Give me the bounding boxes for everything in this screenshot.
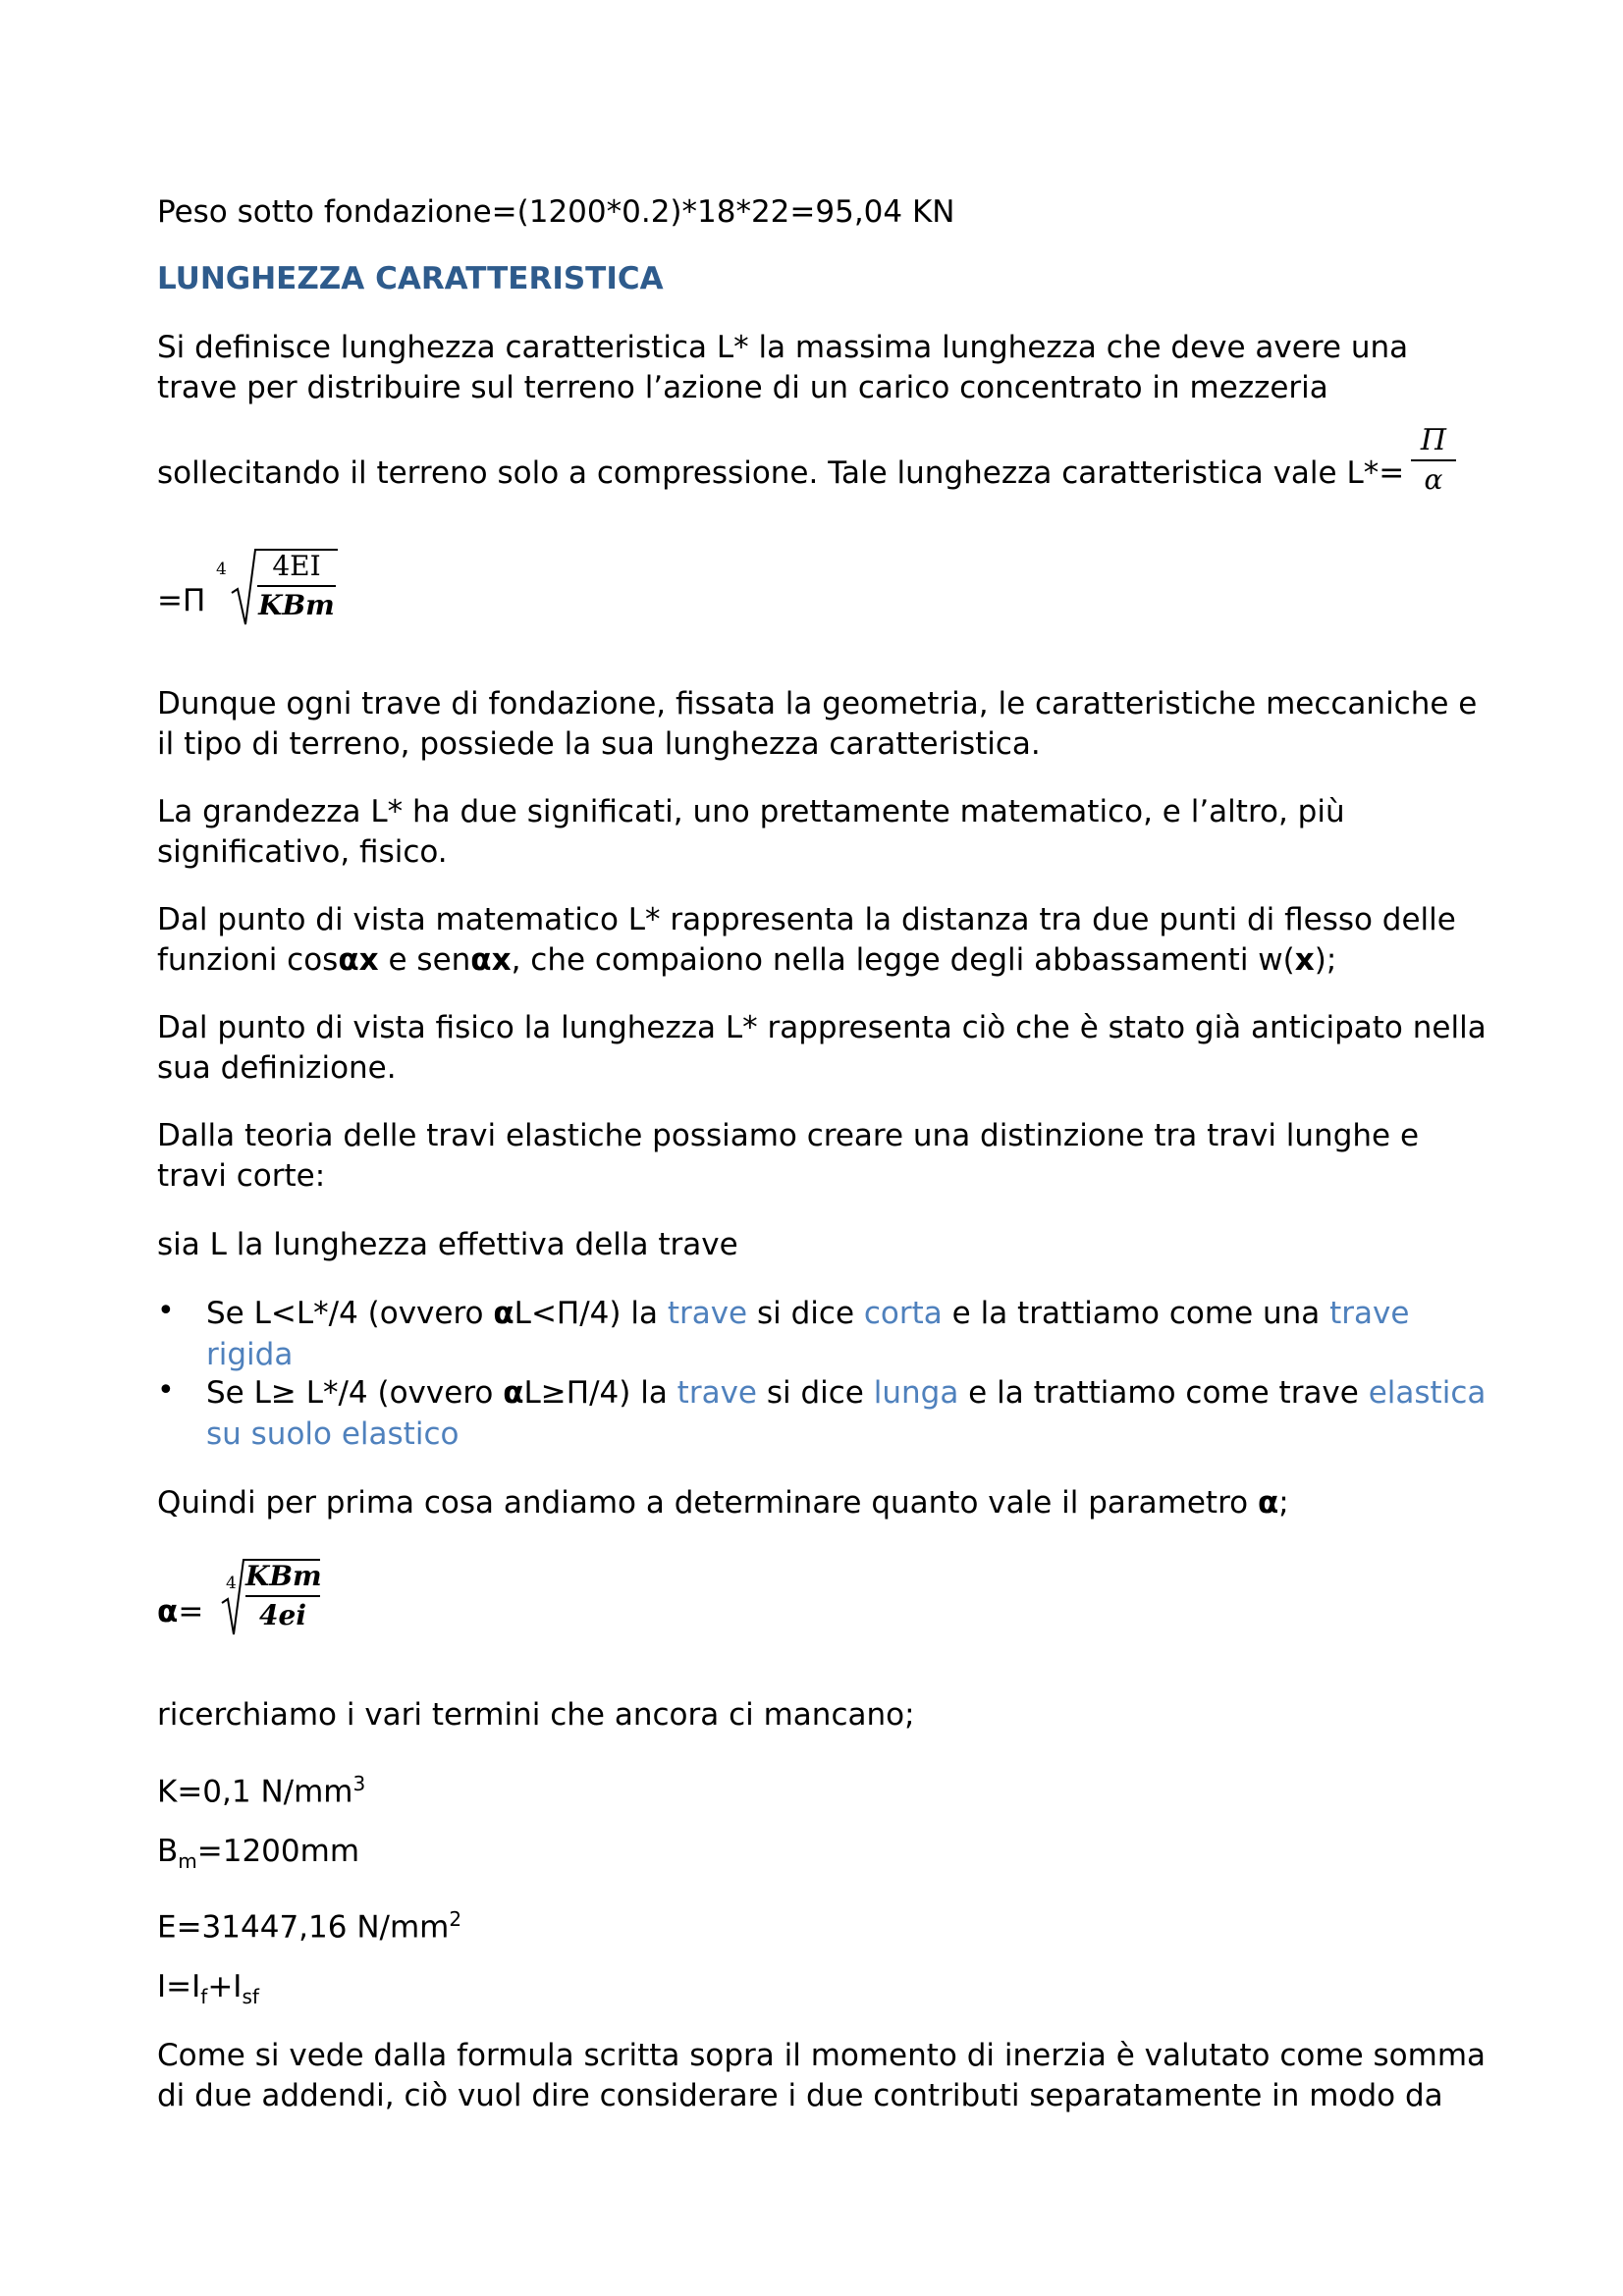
equation-prefix: α= (157, 1594, 204, 1629)
paragraph-line: Dalla teoria delle travi elastiche possiamo creare una distinzione tra travi lunghe e (157, 1118, 1420, 1153)
root-fraction (257, 548, 336, 624)
list-item-continuation: su suolo elastico (206, 1416, 460, 1452)
equation-prefix: =Π (157, 583, 206, 618)
fraction-denominator: α (1424, 463, 1443, 496)
paragraph-line: Si definisce lunghezza caratteristica L* la massima lunghezza che deve avere una (157, 330, 1409, 365)
root-fraction (245, 1558, 320, 1634)
paragraph-line: Come si vede dalla formula scritta sopra il momento di inerzia è valutato come somma (157, 2038, 1487, 2073)
paragraph-line: La grandezza L* ha due significati, uno prettamente matematico, e l’altro, più (157, 794, 1345, 829)
root-index: 4 (216, 560, 227, 579)
paragraph-line: Quindi per prima cosa andiamo a determinare quanto vale il parametro α; (157, 1485, 1289, 1521)
paragraph-line: Dunque ogni trave di fondazione, fissata la geometria, le caratteristiche meccaniche e (157, 686, 1478, 721)
value-i: $I=I_f+I_{sf}$ (157, 1969, 259, 2009)
paragraph-line: di due addendi, ciò vuol dire considerare i due contributi separatamente in modo da (157, 2078, 1443, 2113)
paragraph-line: sia L la lunghezza effettiva della trave (157, 1227, 738, 1262)
paragraph-line: travi corte: (157, 1158, 326, 1194)
root-index: 4 (226, 1574, 237, 1593)
bullet-marker: • (157, 1373, 175, 1408)
paragraph-line: sua definizione. (157, 1050, 397, 1086)
fraction-denominator: 4ei (259, 1599, 306, 1631)
paragraph-line: Dal punto di vista matematico L* rappresenta la distanza tra due punti di flesso delle (157, 902, 1456, 937)
paragraph-line: Dal punto di vista fisico la lunghezza L* rappresenta ciò che è stato già anticipato nella (157, 1010, 1487, 1045)
fraction-numerator: 4EI (272, 550, 321, 582)
paragraph-line: ricerchiamo i vari termini che ancora ci mancano; (157, 1697, 915, 1733)
fraction-denominator: KBm (258, 589, 335, 621)
fraction-numerator: Π (1420, 423, 1447, 457)
paragraph-line: trave per distribuire sul terreno l’azione di un carico concentrato in mezzeria (157, 370, 1328, 405)
paragraph-line: il tipo di terreno, possiede la sua lunghezza caratteristica. (157, 726, 1041, 762)
value-k: K=0,1 $N/mm^3$ (157, 1772, 366, 1810)
bullet-marker: • (157, 1294, 175, 1328)
paragraph-line: significativo, fisico. (157, 834, 448, 870)
paragraph-line: funzioni cosαx e senαx, che compaiono nella legge degli abbassamenti w(x); (157, 942, 1337, 978)
list-item-continuation: rigida (206, 1337, 294, 1372)
list-item: Se L≥ L*/4 (ovvero αL≥Π/4) la trave si dice lunga e la trattiamo come trave elastica (206, 1375, 1487, 1411)
peso-line: Peso sotto fondazione=(1200*0.2)*18*22=95,04 KN (157, 194, 955, 230)
section-heading: LUNGHEZZA CARATTERISTICA (157, 261, 664, 296)
list-item: Se L<L*/4 (ovvero αL<Π/4) la trave si dice corta e la trattiamo come una trave (206, 1296, 1410, 1331)
value-e: E=31447,16 $N/mm^2$ (157, 1907, 462, 1946)
paragraph-line: sollecitando il terreno solo a compressione. Tale lunghezza caratteristica vale L*= (157, 455, 1405, 491)
fraction-numerator: KBm (245, 1560, 322, 1592)
value-bm: $B_m=1200mm$ (157, 1834, 360, 1874)
fraction-pi-over-alpha (1411, 422, 1456, 499)
